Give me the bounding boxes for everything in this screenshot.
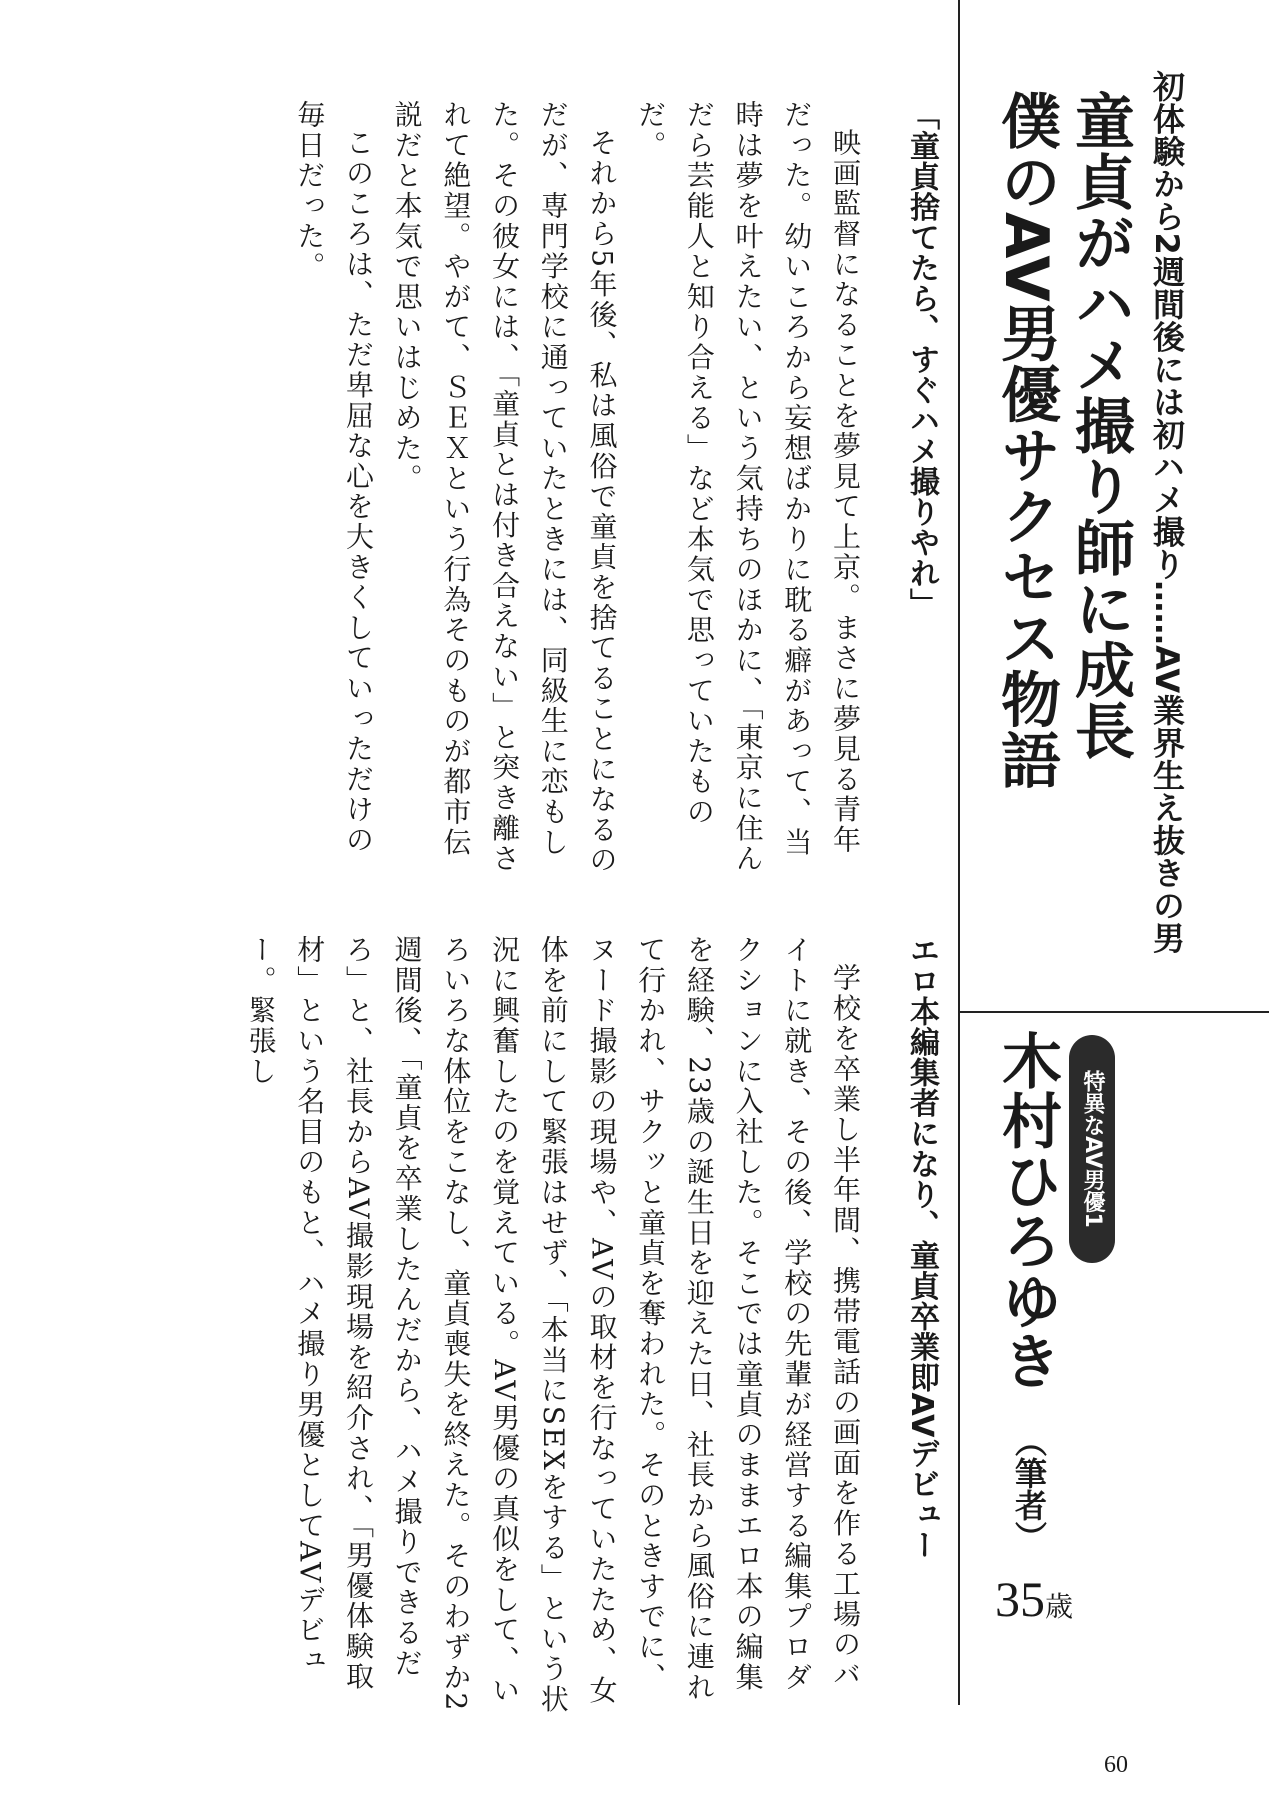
section-1 <box>179 100 939 880</box>
section-2-heading: エロ本編集者になり、童貞卒業即AVデビュー <box>904 935 939 1560</box>
article-title-line-2: 僕のAV男優サクセス物語 <box>991 90 1061 791</box>
author-age <box>995 1570 1073 1628</box>
section-2 <box>179 935 939 1715</box>
paragraph: このころは、ただ卑屈な心を大きくしていっただけの毎日だった。 <box>293 100 375 856</box>
section-1-heading: 「童貞捨てたら、すぐハメ撮りやれ」 <box>904 100 939 619</box>
author-age-unit: 歳 <box>1045 1592 1074 1623</box>
paragraph: 学校を卒業し半年間、携帯電話の画面を作る工場のバイトに就き、その後、学校の先輩が経営する編集プロダクションに入社した。そこでは童貞のままエロ本の編集を経験、23歳の誕生日を迎えた日、社長から風俗に連れて行かれ、サクッと童貞を奪われた。そのときすでに、ヌード撮影の現場や、AVの取材を行なっていたため、女体を前にして緊張はせず、「本当にSEXをする」という状況に興奮したのを覚えている。AV男優の真似をして、いろいろな体位をこなし、童貞喪失を終えた。そのわずか2週間後、「童貞を卒業したんだから、ハメ撮りできるだろ」と、社長からAV撮影現場を紹介され、「男優体験取材」という名目のもと、ハメ撮り男優としてAVデビュー。緊張し <box>244 935 862 1715</box>
section-2-body <box>236 935 869 1715</box>
paragraph: それから5年後、私は風俗で童貞を捨てることになるのだが、専門学校に通っていたときには、同級生に恋もした。その彼女には、「童貞とは付き合えない」と突き離されて絶望。やがて、ＳＥＸという行為そのものが都市伝説だと本気で思いはじめた。 <box>390 100 619 876</box>
article-lead: 初体験から2週間後には初ハメ撮り……AV業界生え抜きの男 <box>1148 70 1186 954</box>
author-name: 木村ひろゆき <box>992 1030 1062 1390</box>
author-role: （筆者） <box>1010 1425 1048 1553</box>
article-title <box>989 90 1137 990</box>
header-divider-horizontal <box>958 1011 1269 1013</box>
paragraph: 映画監督になることを夢見て上京。まさに夢見る青年だった。幼いころから妄想ばかりに耽る癖があって、当時は夢を叶えたい、という気持ちのほかに、「東京に住んだら芸能人と知り合える」など本気で思っていたものだ。 <box>634 100 862 874</box>
header-divider-vertical <box>958 0 960 1705</box>
article-title-line-1: 童貞がハメ撮り師に成長 <box>1065 90 1135 761</box>
page-number: 60 <box>1104 1752 1128 1778</box>
author-age-number: 35 <box>995 1571 1045 1627</box>
section-1-body <box>285 100 869 880</box>
category-badge: 特異なAV男優1 <box>1069 1035 1115 1263</box>
